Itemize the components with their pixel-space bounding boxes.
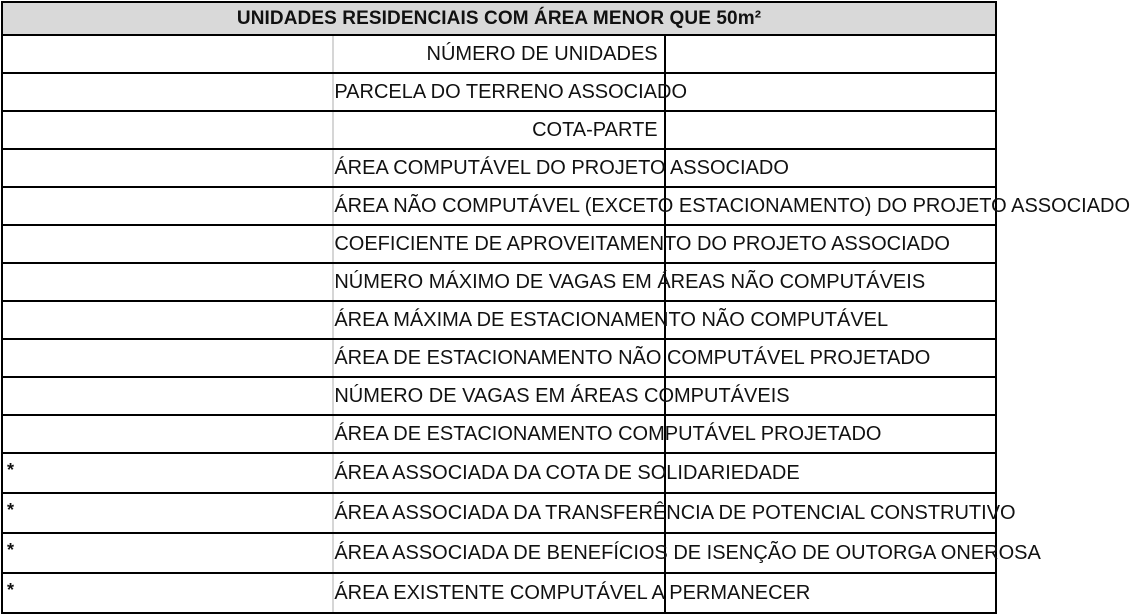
row-label: ÁREA DE ESTACIONAMENTO COMPUTÁVEL PROJETADO	[333, 415, 664, 453]
row-label: ÁREA NÃO COMPUTÁVEL (EXCETO ESTACIONAMENTO) DO PROJETO ASSOCIADO	[333, 187, 664, 225]
table-row	[2, 111, 996, 149]
residential-units-table	[1, 1, 1130, 614]
row-mark	[2, 301, 333, 339]
table-row	[2, 339, 996, 377]
row-mark	[2, 35, 333, 73]
row-mark: *	[2, 533, 333, 573]
table-title: UNIDADES RESIDENCIAIS COM ÁREA MENOR QUE 50m²	[2, 2, 996, 35]
table-row	[2, 187, 996, 225]
table-row	[2, 73, 996, 111]
row-mark	[2, 263, 333, 301]
row-mark	[2, 187, 333, 225]
row-mark	[2, 339, 333, 377]
row-value-cell[interactable]	[665, 73, 996, 111]
row-label: NÚMERO MÁXIMO DE VAGAS EM ÁREAS NÃO COMPUTÁVEIS	[333, 263, 664, 301]
table-row	[2, 225, 996, 263]
table-row	[2, 149, 996, 187]
row-mark	[2, 73, 333, 111]
table-row	[2, 415, 996, 453]
row-value-cell[interactable]	[665, 111, 996, 149]
table-header-row	[2, 2, 996, 35]
table-row	[2, 533, 996, 573]
table-row	[2, 301, 996, 339]
row-label: COTA-PARTE	[333, 111, 664, 149]
table-row	[2, 493, 996, 533]
table-row	[2, 35, 996, 73]
table-row	[2, 573, 996, 613]
row-label: NÚMERO DE VAGAS EM ÁREAS COMPUTÁVEIS	[333, 377, 664, 415]
row-label: ÁREA ASSOCIADA DA TRANSFERÊNCIA DE POTENCIAL CONSTRUTIVO	[333, 493, 664, 533]
row-mark: *	[2, 573, 333, 613]
row-label: ÁREA MÁXIMA DE ESTACIONAMENTO NÃO COMPUTÁVEL	[333, 301, 664, 339]
row-label: ÁREA COMPUTÁVEL DO PROJETO ASSOCIADO	[333, 149, 664, 187]
row-mark	[2, 377, 333, 415]
table-row	[2, 377, 996, 415]
table-row	[2, 263, 996, 301]
row-label: ÁREA ASSOCIADA DE BENEFÍCIOS DE ISENÇÃO DE OUTORGA ONEROSA	[333, 533, 664, 573]
row-mark: *	[2, 453, 333, 493]
row-mark	[2, 111, 333, 149]
row-label: COEFICIENTE DE APROVEITAMENTO DO PROJETO ASSOCIADO	[333, 225, 664, 263]
row-mark	[2, 225, 333, 263]
table-row	[2, 453, 996, 493]
row-mark: *	[2, 493, 333, 533]
row-label: PARCELA DO TERRENO ASSOCIADO	[333, 73, 664, 111]
row-mark	[2, 415, 333, 453]
row-label: NÚMERO DE UNIDADES	[333, 35, 664, 73]
row-label: ÁREA EXISTENTE COMPUTÁVEL A PERMANECER	[333, 573, 664, 613]
row-mark	[2, 149, 333, 187]
row-label: ÁREA DE ESTACIONAMENTO NÃO COMPUTÁVEL PROJETADO	[333, 339, 664, 377]
row-value-cell[interactable]	[665, 35, 996, 73]
row-label: ÁREA ASSOCIADA DA COTA DE SOLIDARIEDADE	[333, 453, 664, 493]
